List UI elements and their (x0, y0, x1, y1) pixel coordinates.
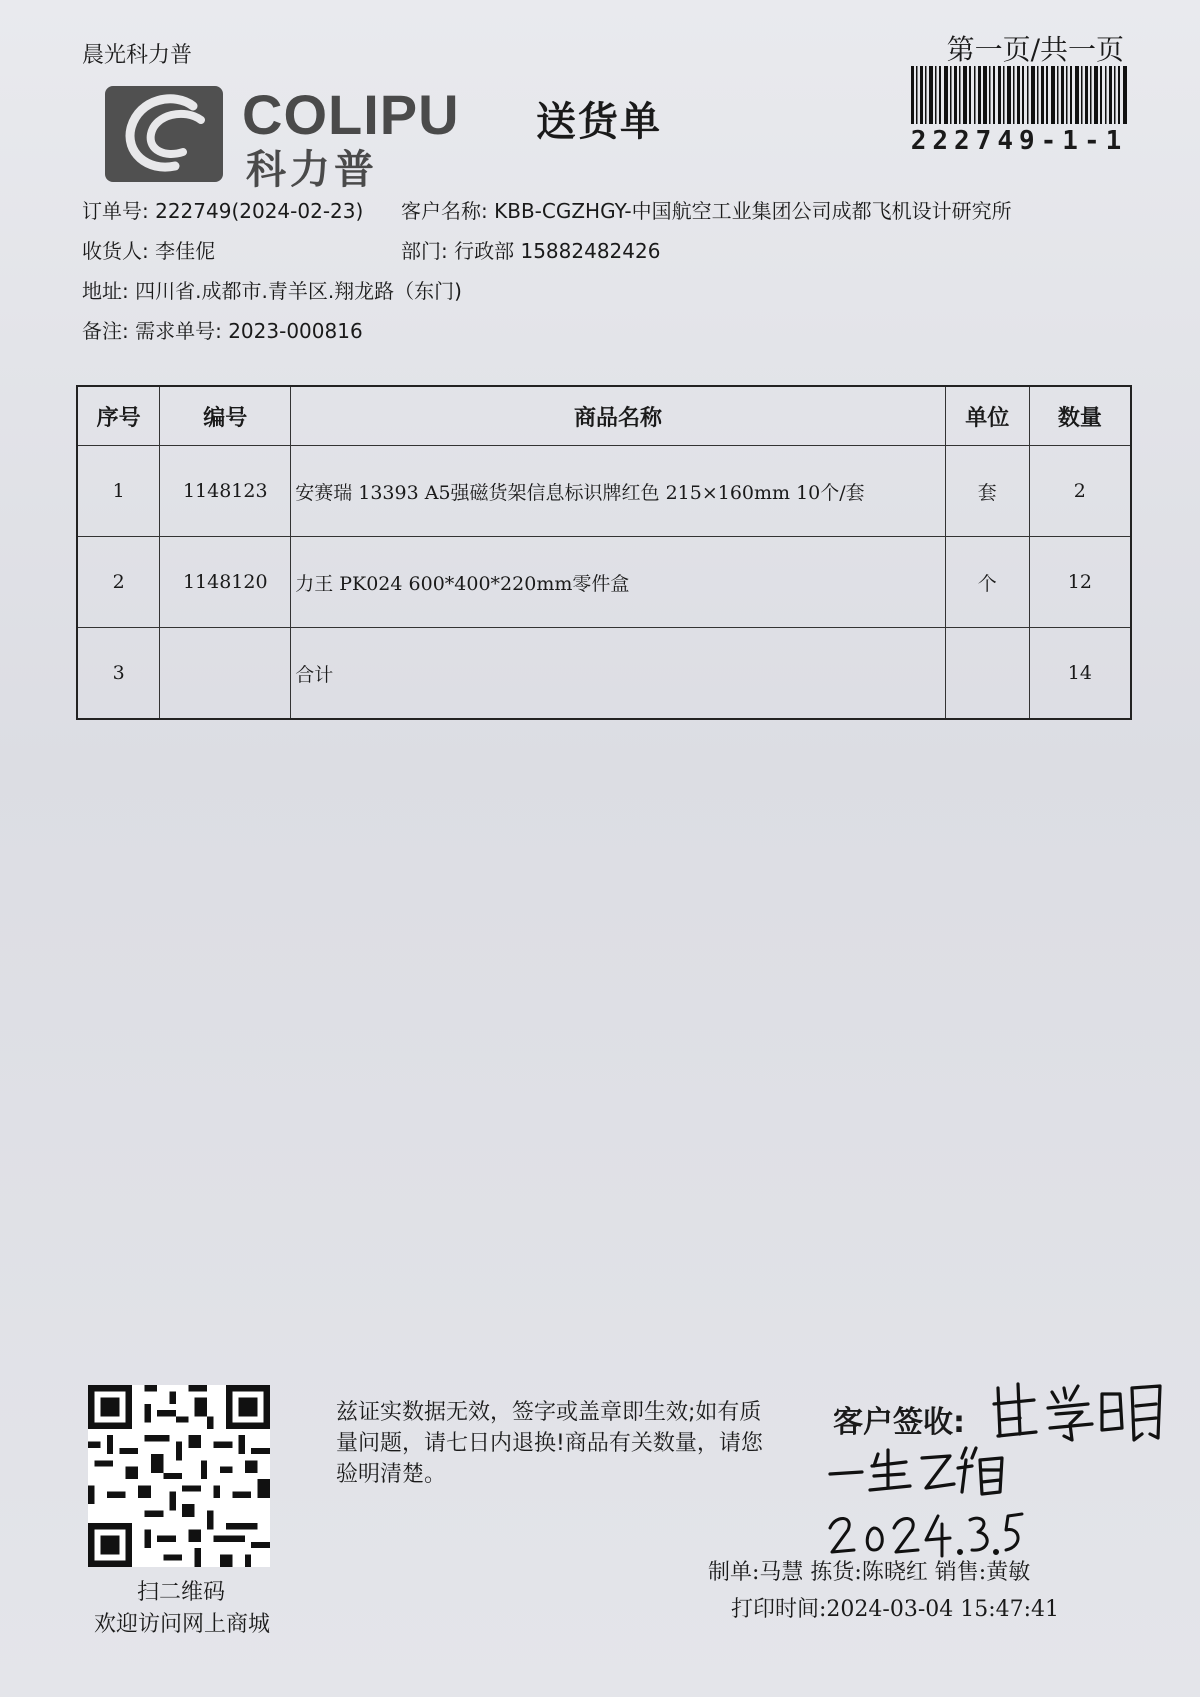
address-label: 地址: (82, 279, 129, 303)
cell-quantity: 14 (1029, 628, 1131, 720)
cell-product-name: 合计 (291, 628, 946, 720)
colipu-logo-icon (105, 86, 223, 182)
order-label: 订单号: (82, 199, 149, 223)
cell-unit: 个 (945, 537, 1029, 628)
handwritten-signature (990, 1374, 1170, 1444)
handwritten-date (826, 1506, 1026, 1562)
items-table (76, 385, 1132, 720)
handwritten-note (826, 1440, 1016, 1502)
department-field (401, 235, 660, 264)
header-product-name: 商品名称 (291, 386, 946, 446)
order-value: 222749(2024-02-23) (155, 199, 364, 223)
cell-unit: 套 (945, 446, 1029, 537)
customer-sign-label: 客户签收: (833, 1405, 965, 1440)
print-time: 打印时间:2024-03-04 15:47:41 (731, 1597, 1060, 1622)
header-unit: 单位 (945, 386, 1029, 446)
header-seq: 序号 (77, 386, 160, 446)
cell-product-name: 力王 PK024 600*400*220mm零件盒 (291, 537, 946, 628)
address-value: 四川省.成都市.青羊区.翔龙路（东门) (135, 279, 462, 303)
table-header-row (77, 386, 1131, 446)
qr-code-icon (88, 1385, 270, 1567)
cell-quantity: 12 (1029, 537, 1131, 628)
header-quantity: 数量 (1029, 386, 1131, 446)
cell-code: 1148123 (160, 446, 291, 537)
remark-field (82, 315, 363, 344)
barcode-number: 222749-1-1 (910, 126, 1128, 156)
table-row (77, 537, 1131, 628)
cell-product-name: 安赛瑞 13393 A5强磁货架信息标识牌红色 215×160mm 10个/套 (291, 446, 946, 537)
notice-text: 兹证实数据无效，签字或盖章即生效;如有质量问题，请七日内退换!商品有关数量，请您验明清楚。 (336, 1400, 763, 1487)
cell-seq: 3 (77, 628, 160, 720)
order-number-field (82, 195, 363, 224)
document-title: 送货单 (536, 99, 662, 145)
customer-value: KBB-CGZHGY-中国航空工业集团公司成都飞机设计研究所 (494, 199, 1012, 223)
logo-text: COLIPU (242, 83, 460, 146)
table-row (77, 446, 1131, 537)
cell-quantity: 2 (1029, 446, 1131, 537)
receiver-label: 收货人: (82, 239, 149, 263)
cell-code: 1148120 (160, 537, 291, 628)
cell-unit (945, 628, 1029, 720)
customer-label: 客户名称: (401, 199, 488, 223)
department-label: 部门: (401, 239, 448, 263)
cell-seq: 1 (77, 446, 160, 537)
remark-label: 备注: (82, 319, 129, 343)
qr-caption-scan: 扫二维码 (136, 1580, 225, 1605)
header-code: 编号 (160, 386, 291, 446)
page-info: 第一页/共一页 (946, 33, 1124, 66)
address-field (82, 275, 462, 304)
qr-caption-shop: 欢迎访问网上商城 (93, 1612, 270, 1637)
barcode-icon (911, 66, 1127, 124)
staff-info: 制单:马慧 拣货:陈晓红 销售:黄敏 (708, 1560, 1031, 1585)
department-value: 行政部 15882482426 (454, 239, 661, 263)
customer-field (401, 195, 1012, 224)
logo-cn-text: 科力普 (246, 147, 378, 193)
receiver-field (82, 235, 215, 264)
cell-seq: 2 (77, 537, 160, 628)
remark-value: 需求单号: 2023-000816 (135, 319, 363, 343)
receiver-value: 李佳伲 (155, 239, 216, 263)
cell-code (160, 628, 291, 720)
company-name: 晨光科力普 (82, 43, 193, 68)
table-row-total (77, 628, 1131, 720)
